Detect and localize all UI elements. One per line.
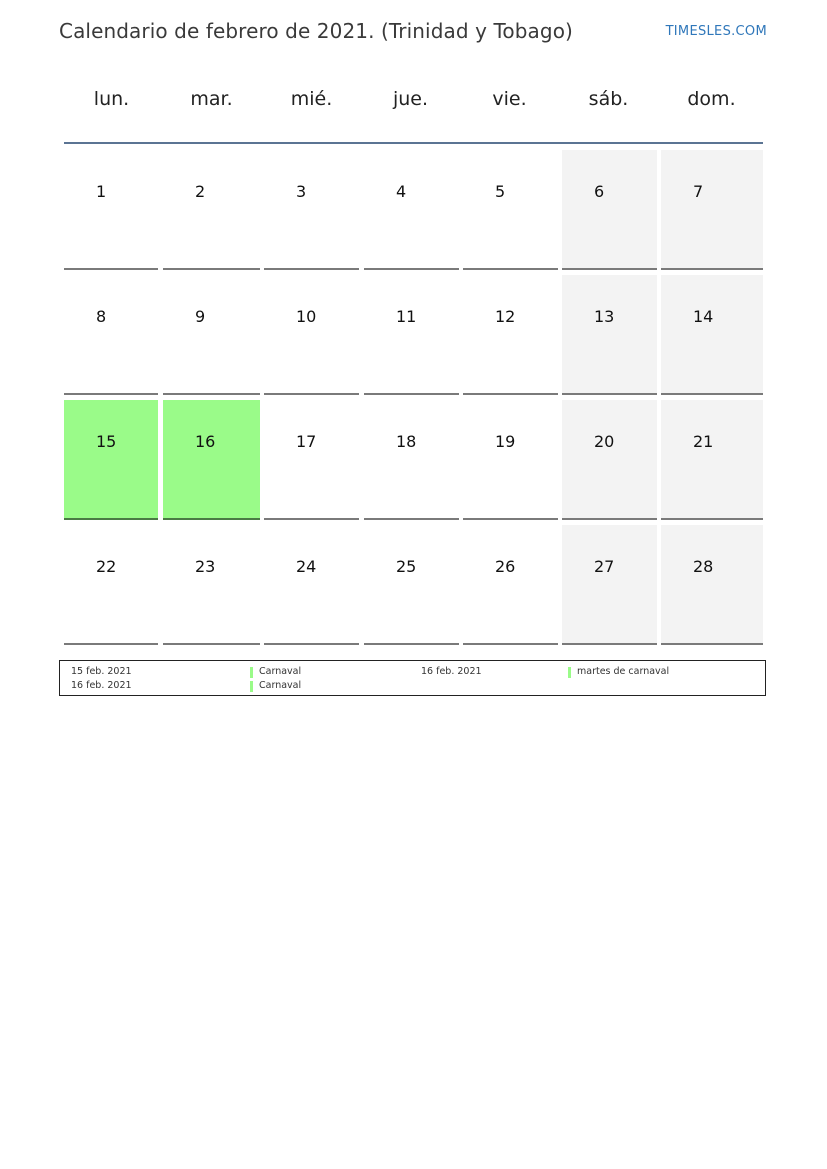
- day-number: 12: [495, 307, 516, 326]
- weekday-label: mié.: [290, 88, 333, 110]
- holiday-color-marker: [250, 681, 253, 692]
- day-cell[interactable]: [463, 400, 558, 520]
- day-cell[interactable]: [562, 400, 657, 520]
- day-number: 3: [296, 182, 307, 201]
- day-cell[interactable]: [264, 400, 359, 520]
- day-cell[interactable]: [364, 525, 459, 645]
- day-number: 24: [296, 557, 317, 576]
- day-cell[interactable]: [562, 150, 657, 270]
- day-cell[interactable]: [463, 275, 558, 395]
- day-number: 5: [495, 182, 506, 201]
- day-cell[interactable]: [562, 275, 657, 395]
- day-number: 6: [594, 182, 605, 201]
- weekday-label: sáb.: [588, 88, 629, 110]
- day-cell[interactable]: [661, 525, 763, 645]
- day-cell[interactable]: [661, 275, 763, 395]
- day-cell[interactable]: [562, 525, 657, 645]
- day-number: 25: [396, 557, 417, 576]
- day-number: 19: [495, 432, 516, 451]
- day-number: 23: [195, 557, 216, 576]
- day-number: 4: [396, 182, 407, 201]
- day-cell[interactable]: [163, 275, 260, 395]
- page-title: Calendario de febrero de 2021. (Trinidad y Tobago): [59, 19, 573, 43]
- day-cell[interactable]: [264, 150, 359, 270]
- weekday-label: jue.: [392, 88, 429, 110]
- holiday-color-marker: [250, 667, 253, 678]
- day-number: 9: [195, 307, 206, 326]
- day-cell[interactable]: [364, 150, 459, 270]
- day-number: 28: [693, 557, 714, 576]
- day-number: 10: [296, 307, 317, 326]
- day-number: 15: [96, 432, 117, 451]
- legend-date: 16 feb. 2021: [421, 666, 482, 677]
- legend-holiday-name: martes de carnaval: [577, 666, 670, 677]
- day-number: 20: [594, 432, 615, 451]
- day-number: 18: [396, 432, 417, 451]
- holiday-legend: [59, 660, 766, 696]
- day-number: 14: [693, 307, 714, 326]
- day-cell[interactable]: [163, 525, 260, 645]
- day-cell[interactable]: [463, 525, 558, 645]
- day-cell[interactable]: [661, 150, 763, 270]
- day-cell[interactable]: [364, 400, 459, 520]
- day-number: 8: [96, 307, 107, 326]
- day-cell[interactable]: [364, 275, 459, 395]
- brand-link[interactable]: TIMESLES.COM: [665, 24, 767, 39]
- day-cell[interactable]: [64, 275, 158, 395]
- weekday-label: dom.: [687, 88, 736, 110]
- legend-date: 16 feb. 2021: [71, 680, 132, 691]
- holiday-color-marker: [568, 667, 571, 678]
- legend-holiday-name: Carnaval: [259, 680, 302, 691]
- day-number: 13: [594, 307, 615, 326]
- legend-holiday-name: Carnaval: [259, 666, 302, 677]
- day-cell[interactable]: [64, 400, 158, 520]
- day-number: 1: [96, 182, 107, 201]
- day-cell[interactable]: [264, 275, 359, 395]
- day-number: 16: [195, 432, 216, 451]
- day-cell[interactable]: [264, 525, 359, 645]
- day-number: 17: [296, 432, 317, 451]
- day-cell[interactable]: [64, 525, 158, 645]
- legend-date: 15 feb. 2021: [71, 666, 132, 677]
- weekday-header: [62, 88, 763, 120]
- day-number: 11: [396, 307, 417, 326]
- day-number: 26: [495, 557, 516, 576]
- weekday-label: mar.: [190, 88, 233, 110]
- weekday-label: lun.: [93, 88, 130, 110]
- day-cell[interactable]: [463, 150, 558, 270]
- day-number: 27: [594, 557, 615, 576]
- day-number: 21: [693, 432, 714, 451]
- weekday-label: vie.: [492, 88, 527, 110]
- day-number: 2: [195, 182, 206, 201]
- day-cell[interactable]: [163, 150, 260, 270]
- day-cell[interactable]: [163, 400, 260, 520]
- day-cell[interactable]: [64, 150, 158, 270]
- header-divider: [64, 142, 763, 144]
- day-number: 22: [96, 557, 117, 576]
- day-cell[interactable]: [661, 400, 763, 520]
- day-number: 7: [693, 182, 704, 201]
